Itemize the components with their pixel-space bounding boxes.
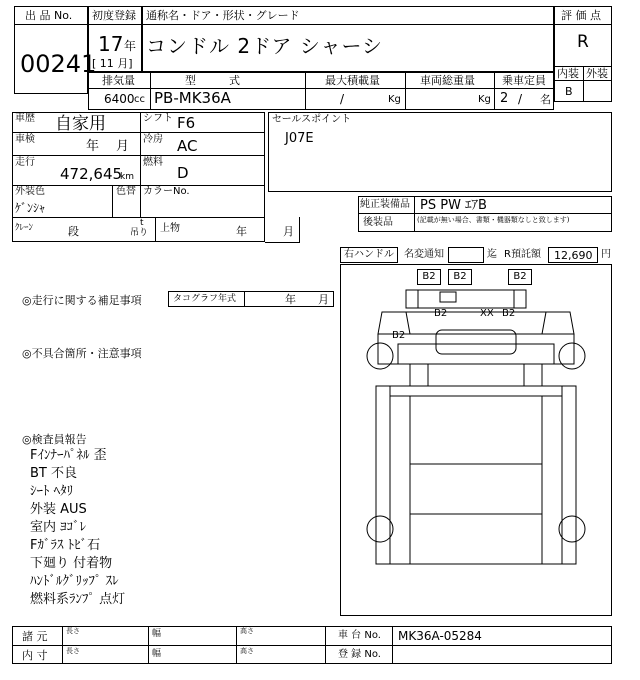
damage-mark-label: B2 [502, 308, 516, 319]
color-code-label: カラーNo. [143, 186, 190, 197]
color-value: ｹﾞﾝｼｬ [15, 201, 46, 215]
max-load-unit: Kg [388, 94, 401, 105]
capacity-label: 乗車定員 [502, 74, 546, 87]
registration-month: [ 11 月] [92, 57, 133, 70]
inspector-note: ﾊﾝﾄﾞﾙｸﾞﾘｯﾌﾟ ｽﾚ [30, 574, 119, 589]
gross-weight-label: 車両総重量 [420, 74, 475, 87]
steering-value: 右ハンドル [344, 249, 394, 260]
tachograph-month: 月 [318, 293, 329, 306]
recycle-label: R預託額 [504, 249, 541, 260]
vehicle-name-label: 通称名・ドア・形状・グレード [146, 9, 300, 22]
shift-label: シフト [143, 113, 173, 124]
aftermarket-note: (記載が無い場合、書類・機器類なしと致します) [417, 216, 570, 224]
displacement-unit: cc [134, 94, 145, 105]
defects-label: ◎不具合箇所・注意事項 [22, 347, 142, 360]
damage-mark-label: B2 [513, 271, 527, 282]
damage-mark-label: B2 [453, 271, 467, 282]
tachograph-year: 年 [285, 293, 296, 306]
mileage-unit: km [120, 172, 134, 182]
grade-label: 評 価 点 [561, 9, 601, 22]
mileage-label: 走行 [15, 157, 35, 168]
exterior-grade-label: 外装 [586, 67, 608, 80]
capacity-separator: / [518, 92, 523, 106]
inspector-note: Fｶﾞﾗｽ ﾄﾋﾞ石 [30, 538, 101, 553]
equipment-label: 純正装備品 [360, 199, 410, 210]
valid-until-label: 迄 [487, 249, 497, 260]
ac-label: 冷房 [143, 134, 163, 145]
inspector-notes [30, 448, 125, 610]
displacement-label: 排気量 [102, 74, 135, 87]
ac-value: AC [177, 137, 198, 155]
crane-stage: 段 [68, 225, 79, 238]
height-label: 高さ [240, 647, 254, 655]
inspection-label: 車検 [15, 134, 35, 145]
height-label: 高さ [240, 627, 254, 635]
equipment-value: PS PW ｴｱB [420, 198, 487, 213]
inspector-note: 燃料系ﾗﾝﾌﾟ 点灯 [30, 592, 126, 607]
interior-grade-label: 内装 [557, 67, 579, 80]
damage-mark-label: XX [480, 308, 494, 319]
first-registration-label: 初度登録 [92, 9, 136, 22]
inspection-month: 月 [116, 139, 130, 154]
inspector-report-label: ◎検査員報告 [22, 433, 87, 446]
shift-value: F6 [177, 114, 196, 132]
inspection-year: 年 [86, 139, 100, 154]
recycle-unit: 円 [601, 249, 611, 260]
sales-point-label: セールスポイント [272, 114, 352, 125]
body-label: 上物 [160, 223, 180, 234]
cab-outline [378, 290, 574, 386]
lot-number-label: 出 品 No. [25, 9, 73, 22]
damage-mark-label: B2 [392, 330, 406, 341]
crane-ton: t [140, 218, 144, 228]
model-value: PB-MK36A [154, 89, 231, 107]
aftermarket-label: 後装品 [363, 217, 393, 228]
damage-mark-label: B2 [434, 308, 448, 319]
damage-mark-label: B2 [422, 271, 436, 282]
interior-size-row-label: 内 寸 [22, 649, 48, 662]
chassis-number: MK36A-05284 [398, 629, 482, 643]
color-label: 外装色 [15, 186, 45, 197]
inspector-note: BT 不良 [30, 466, 77, 481]
length-label: 長さ [66, 647, 80, 655]
gross-weight-unit: Kg [478, 94, 491, 105]
fuel-value: D [177, 164, 189, 182]
model-label: 型 式 [185, 74, 240, 87]
crane-hook: 吊り [130, 228, 149, 238]
history-value: 自家用 [55, 114, 106, 134]
width-label: 幅 [152, 649, 162, 659]
registration-year: 17 [98, 32, 124, 56]
displacement-value: 6400 [104, 92, 135, 106]
recycle-value: 12,690 [554, 249, 593, 262]
wheels [367, 343, 585, 542]
registration-number-label: 登 録 No. [338, 649, 381, 660]
overall-grade: R [577, 32, 589, 52]
width-label: 幅 [152, 629, 162, 639]
lot-number: 00241 [20, 50, 97, 78]
body-year: 年 [236, 225, 247, 238]
registration-year-unit: 年 [124, 39, 137, 53]
name-change-label: 名変通知 [404, 249, 444, 260]
capacity-value: 2 [500, 91, 509, 106]
driving-notes-label: ◎走行に関する補足事項 [22, 294, 142, 307]
specs-row-label: 諸 元 [22, 630, 48, 643]
body-month: 月 [283, 225, 294, 238]
capacity-unit: 名 [540, 93, 551, 106]
length-label: 長さ [66, 627, 80, 635]
max-load-value: / [340, 92, 345, 106]
interior-grade: B [565, 85, 573, 98]
truck-diagram [340, 264, 612, 616]
history-label: 車歴 [15, 113, 35, 124]
inspector-note: 下廻り 付着物 [30, 556, 113, 571]
color-change-label: 色替 [116, 186, 136, 197]
inspector-note: 室内 ﾖｺﾞﾚ [30, 520, 87, 535]
fuel-label: 燃料 [143, 157, 163, 168]
inspector-note: ｼｰﾄ ﾍﾀﾘ [30, 484, 74, 499]
mileage-value: 472,645 [60, 165, 123, 183]
chassis-frame [376, 386, 576, 564]
name-change-field [448, 247, 484, 263]
crane-label: ｸﾚｰﾝ [15, 223, 34, 233]
max-load-label: 最大積載量 [325, 74, 380, 87]
inspector-note: Fｲﾝﾅｰﾊﾟﾈﾙ 歪 [30, 448, 107, 463]
sales-point-value: J07E [285, 131, 314, 146]
tachograph-label: タコグラフ年式 [173, 294, 237, 304]
vehicle-name: コンドル 2ドア シャーシ [146, 34, 384, 58]
chassis-number-label: 車 台 No. [338, 630, 381, 641]
inspector-note: 外装 AUS [30, 502, 87, 517]
